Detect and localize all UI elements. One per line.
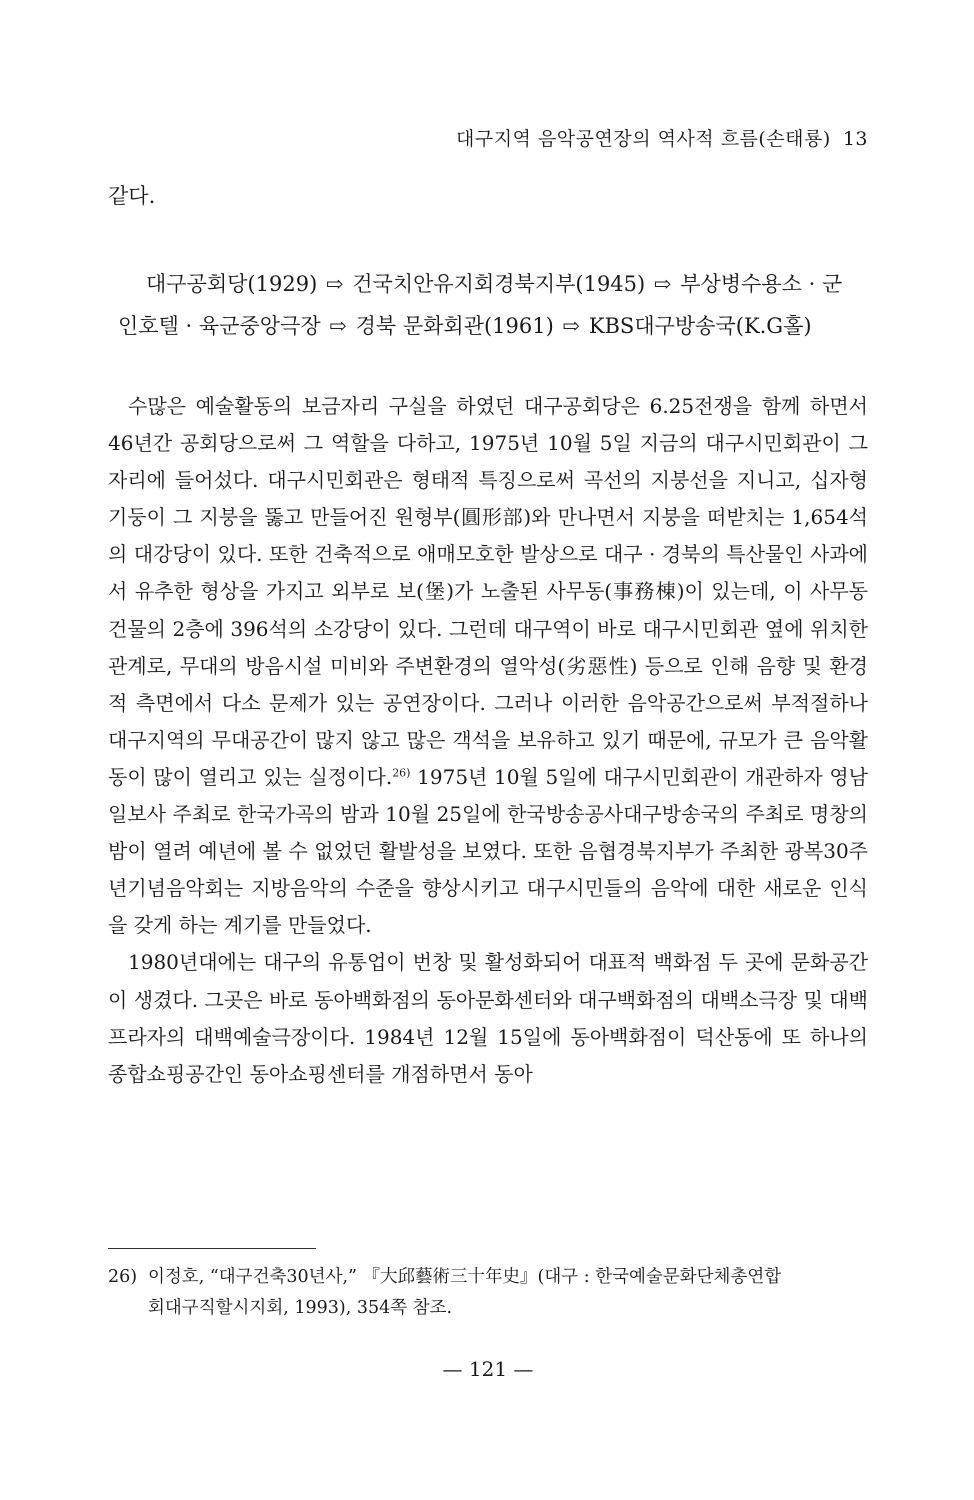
flow-line-1: [108, 263, 868, 305]
body-text: [108, 388, 868, 1093]
intro-text: 같다.: [108, 184, 156, 208]
paragraph-1-part-2: 1975년 10월 5일에 대구시민회관이 개관하자 영남일보사 주최로 한국가곡의 밤과 10월 25일에 한국방송공사대구방송국의 주최로 명창의 밤이 열려 예년에 볼 수 없었던 활발성을 보였다. 또한 음협경북지부가 주최한 광복30주년기념음악회는 지방음악의 수준을 향상시키고 대구시민들의 음악에 대한 새로운 인식을 갖게 하는 계기를 만들었다.: [108, 764, 868, 938]
right-arrow-icon: ⇨: [562, 314, 581, 338]
running-title: 대구지역 음악공연장의 역사적 흐름(손태룡): [455, 128, 831, 150]
flow-line-2: [108, 305, 868, 347]
flow-item-3: 부상병수용소 · 군: [680, 272, 843, 296]
right-arrow-icon: ⇨: [325, 272, 344, 296]
history-flow: [108, 263, 868, 347]
running-header: [456, 124, 868, 151]
paragraph-1-part-1: 수많은 예술활동의 보금자리 구실을 하였던 대구공회당은 6.25전쟁을 함께 하면서 46년간 공회당으로써 그 역할을 다하고, 1975년 10월 5일 지금의 대구시민회관이 그 자리에 들어섰다. 대구시민회관은 형태적 특징으로써 곡선의 지붕선을 지니고, 십자형 기둥이 그 지붕을 뚫고 만들어진 원형부(圓形部)와 만나면서 지붕을 떠받치는 1,654석의 대강당이 있다. 또한 건축적으로 애매모호한 발상으로 대구 · 경북의 특산물인 사과에서 유추한 형상을 가지고 외부로 보(堡)가 노출된 사무동(事務棟)이 있는데, 이 사무동 건물의 2층에 396석의 소강당이 있다. 그런데 대구역이 바로 대구시민회관 옆에 위치한 관계로, 무대의 방음시설 미비와 주변환경의 열악성(劣惡性) 등으로 인해 음향 및 환경적 측면에서 다소 문제가 있는 공연장이다. 그러나 이러한 음악공간으로써 부적절하나 대구지역의 무대공간이 많지 않고 많은 객석을 보유하고 있기 때문에, 규모가 큰 음악활동이 많이 열리고 있는 실정이다.: [108, 394, 868, 789]
footnote-divider: [108, 1248, 316, 1249]
document-page: [108, 0, 868, 1500]
paragraph-2: 1980년대에는 대구의 유통업이 번창 및 활성화되어 대표적 백화점 두 곳에 문화공간이 생겼다. 그곳은 바로 동아백화점의 동아문화센터와 대구백화점의 대백소극장 및 대백프라자의 대백예술극장이다. 1984년 12월 15일에 동아백화점이 덕산동에 또 하나의 종합쇼핑공간인 동아쇼핑센터를 개점하면서 동아: [108, 950, 868, 1086]
footnote-number: 26): [108, 1267, 138, 1287]
footnote-line-1: 이정호, “대구건축30년사,” 『大邱藝術三十年史』(대구 : 한국예술문화단체총연합: [148, 1267, 782, 1287]
paragraph-1: [108, 388, 868, 944]
right-arrow-icon: ⇨: [653, 272, 672, 296]
footnote-line-2: 회대구직할시지회, 1993), 354쪽 참조.: [148, 1298, 453, 1318]
footnote: [108, 1262, 868, 1324]
flow-item-1: 대구공회당(1929): [146, 272, 318, 296]
page-folio: — 121 —: [442, 1357, 534, 1381]
flow-item-3-cont: 인호텔 · 육군중앙극장: [118, 314, 321, 338]
flow-item-4: 경북 문화회관(1961): [355, 314, 554, 338]
header-page-number: 13: [842, 128, 868, 150]
flow-item-5: KBS대구방송국(K.G홀): [588, 314, 812, 338]
flow-item-2: 건국치안유지회경북지부(1945): [352, 272, 646, 296]
right-arrow-icon: ⇨: [329, 314, 347, 338]
footnote-reference: 26): [392, 766, 411, 780]
